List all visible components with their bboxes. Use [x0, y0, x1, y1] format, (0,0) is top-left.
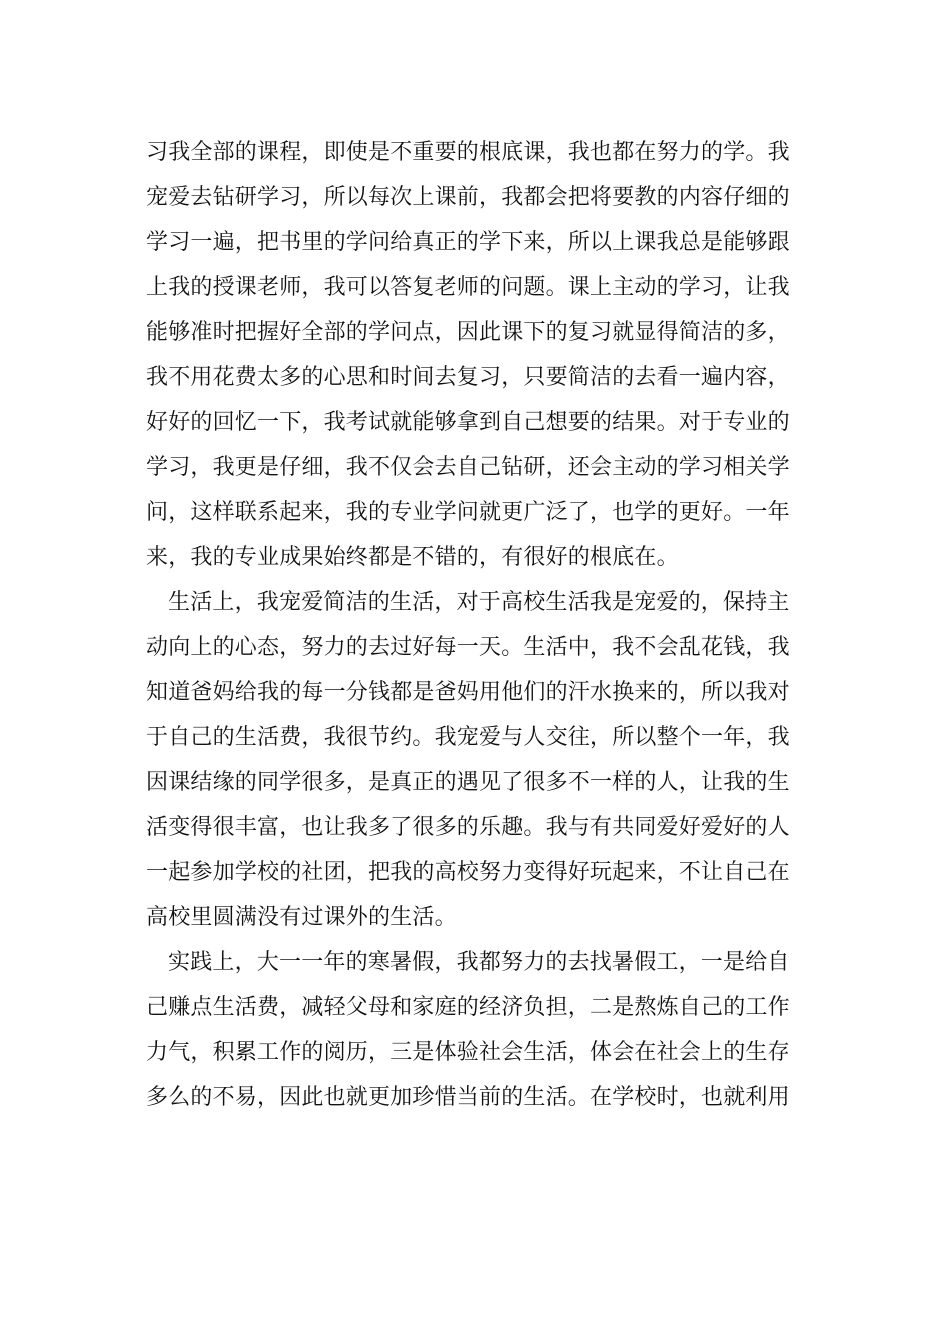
text-line: 问，这样联系起来，我的专业学问就更广泛了，也学的更好。一年: [146, 500, 790, 525]
text-line: 力气，积累工作的阅历，三是体验社会生活，体会在社会上的生存: [146, 1040, 790, 1065]
text-line: 活变得很丰富，也让我多了很多的乐趣。我与有共同爱好爱好的人: [146, 815, 790, 840]
text-line: 学习，我更是仔细，我不仅会去自己钻研，还会主动的学习相关学: [146, 455, 790, 480]
text-line: 习我全部的课程，即使是不重要的根底课，我也都在努力的学。我: [146, 140, 790, 165]
text-line: 一起参加学校的社团，把我的高校努力变得好玩起来，不让自己在: [146, 860, 790, 885]
document-body: [146, 130, 806, 1120]
text-line: 多么的不易，因此也就更加珍惜当前的生活。在学校时，也就利用: [146, 1085, 790, 1110]
text-line: 于自己的生活费，我很节约。我宠爱与人交往，所以整个一年，我: [146, 725, 790, 750]
text-line: 动向上的心态，努力的去过好每一天。生活中，我不会乱花钱，我: [146, 635, 790, 660]
text-line: 来，我的专业成果始终都是不错的，有很好的根底在。: [146, 545, 679, 570]
text-line: 知道爸妈给我的每一分钱都是爸妈用他们的汗水换来的，所以我对: [146, 680, 790, 705]
text-line: 能够准时把握好全部的学问点，因此课下的复习就显得简洁的多，: [146, 320, 790, 345]
text-line: 高校里圆满没有过课外的生活。: [146, 905, 457, 930]
text-line: 己赚点生活费，减轻父母和家庭的经济负担，二是熬炼自己的工作: [146, 995, 790, 1020]
text-line: 上我的授课老师，我可以答复老师的问题。课上主动的学习，让我: [146, 275, 790, 300]
text-line: 学习一遍，把书里的学问给真正的学下来，所以上课我总是能够跟: [146, 230, 790, 255]
text-line: 好好的回忆一下，我考试就能够拿到自己想要的结果。对于专业的: [146, 410, 790, 435]
text-line: 因课结缘的同学很多，是真正的遇见了很多不一样的人，让我的生: [146, 770, 790, 795]
text-line: 宠爱去钻研学习，所以每次上课前，我都会把将要教的内容仔细的: [146, 185, 790, 210]
paragraph-first-line: 生活上，我宠爱简洁的生活，对于高校生活我是宠爱的，保持主: [168, 590, 790, 615]
paragraph-first-line: 实践上，大一一年的寒暑假，我都努力的去找暑假工，一是给自: [168, 950, 790, 975]
text-line: 我不用花费太多的心思和时间去复习，只要简洁的去看一遍内容，: [146, 365, 790, 390]
